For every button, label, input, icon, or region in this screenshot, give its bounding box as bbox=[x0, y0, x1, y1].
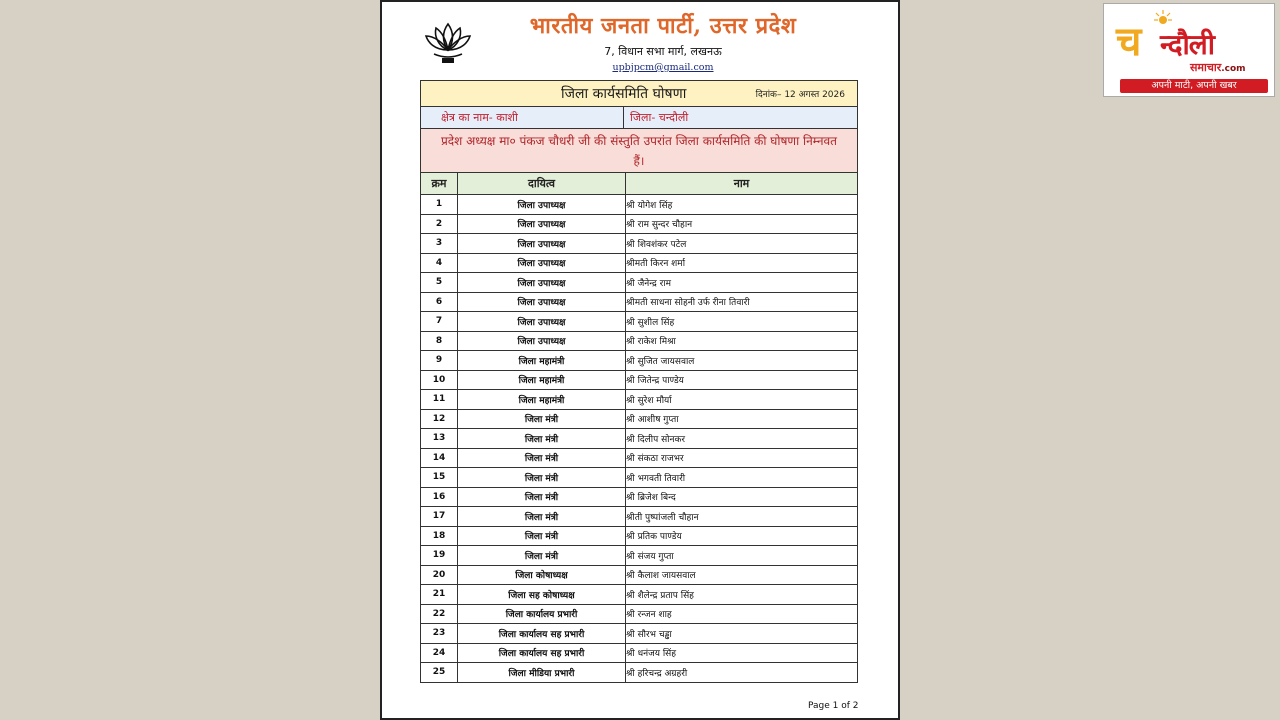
announcement-header bbox=[421, 81, 857, 107]
row-role: जिला उपाध्यक्ष bbox=[458, 214, 626, 234]
row-number: 24 bbox=[421, 643, 458, 663]
table-row bbox=[421, 643, 857, 663]
table-row bbox=[421, 390, 857, 410]
row-name: श्री रन्जन शाह bbox=[626, 604, 858, 624]
region-row bbox=[421, 107, 857, 129]
row-role: जिला मंत्री bbox=[458, 409, 626, 429]
col-header-role: दायित्व bbox=[458, 173, 626, 195]
row-name: श्री ब्रिजेश बिन्द bbox=[626, 487, 858, 507]
table-row bbox=[421, 214, 857, 234]
col-header-name: नाम bbox=[626, 173, 858, 195]
row-name: श्री शिवशंकर पटेल bbox=[626, 234, 858, 254]
row-number: 10 bbox=[421, 370, 458, 390]
row-role: जिला कोषाध्यक्ष bbox=[458, 565, 626, 585]
table-row bbox=[421, 273, 857, 293]
table-row bbox=[421, 507, 857, 527]
announcement-title: जिला कार्यसमिति घोषणा bbox=[561, 86, 687, 102]
row-name: श्री संजय गुप्ता bbox=[626, 546, 858, 566]
row-name: श्री सुजित जायसवाल bbox=[626, 351, 858, 371]
row-number: 4 bbox=[421, 253, 458, 273]
row-role: जिला मंत्री bbox=[458, 429, 626, 449]
row-role: जिला मंत्री bbox=[458, 448, 626, 468]
table-row bbox=[421, 429, 857, 449]
table-row bbox=[421, 565, 857, 585]
district-name: जिला- चन्दौली bbox=[630, 111, 689, 124]
brand-logo bbox=[1103, 3, 1275, 97]
table-row bbox=[421, 195, 857, 215]
row-number: 2 bbox=[421, 214, 458, 234]
row-role: जिला मंत्री bbox=[458, 487, 626, 507]
row-role: जिला महामंत्री bbox=[458, 390, 626, 410]
row-name: श्री कैलाश जायसवाल bbox=[626, 565, 858, 585]
table-row bbox=[421, 312, 857, 332]
table-row bbox=[421, 448, 857, 468]
members-grid bbox=[421, 173, 857, 682]
row-role: जिला मंत्री bbox=[458, 546, 626, 566]
table-row bbox=[421, 585, 857, 605]
committee-table bbox=[420, 80, 858, 683]
row-name: श्री संकठा राजभर bbox=[626, 448, 858, 468]
brand-dotcom: .com bbox=[1221, 64, 1246, 74]
announcement-note: प्रदेश अध्यक्ष मा० पंकज चौधरी जी की संस्तुति उपरांत जिला कार्यसमिति की घोषणा निम्नवत हैं। bbox=[421, 129, 857, 173]
row-number: 15 bbox=[421, 468, 458, 488]
row-number: 22 bbox=[421, 604, 458, 624]
row-role: जिला उपाध्यक्ष bbox=[458, 234, 626, 254]
row-name: श्री सुरेश मौर्या bbox=[626, 390, 858, 410]
row-name: श्री योगेश सिंह bbox=[626, 195, 858, 215]
row-name: श्रीमती किरन शर्मा bbox=[626, 253, 858, 273]
row-role: जिला मीडिया प्रभारी bbox=[458, 663, 626, 682]
brand-name: न्दौली bbox=[1160, 28, 1215, 61]
table-row bbox=[421, 253, 857, 273]
brand-sub bbox=[1190, 62, 1246, 75]
document-page bbox=[380, 0, 900, 720]
row-number: 6 bbox=[421, 292, 458, 312]
table-row bbox=[421, 468, 857, 488]
announcement-date: दिनांक– 12 अगस्त 2026 bbox=[755, 90, 845, 100]
row-role: जिला कार्यालय प्रभारी bbox=[458, 604, 626, 624]
row-name: श्री राम सुन्दर चौहान bbox=[626, 214, 858, 234]
page-number: Page 1 of 2 bbox=[808, 701, 859, 711]
table-row bbox=[421, 370, 857, 390]
sun-icon bbox=[1154, 10, 1172, 24]
row-role: जिला उपाध्यक्ष bbox=[458, 253, 626, 273]
row-name: श्री दिलीप सोनकर bbox=[626, 429, 858, 449]
table-row bbox=[421, 546, 857, 566]
row-number: 20 bbox=[421, 565, 458, 585]
table-row bbox=[421, 624, 857, 644]
table-row bbox=[421, 292, 857, 312]
row-number: 17 bbox=[421, 507, 458, 527]
brand-sub-text: समाचार bbox=[1190, 61, 1222, 74]
row-number: 8 bbox=[421, 331, 458, 351]
row-role: जिला उपाध्यक्ष bbox=[458, 292, 626, 312]
row-number: 14 bbox=[421, 448, 458, 468]
row-number: 1 bbox=[421, 195, 458, 215]
row-number: 21 bbox=[421, 585, 458, 605]
row-name: श्री शैलेन्द्र प्रताप सिंह bbox=[626, 585, 858, 605]
row-role: जिला मंत्री bbox=[458, 468, 626, 488]
row-number: 7 bbox=[421, 312, 458, 332]
row-name: श्री जैनेन्द्र राम bbox=[626, 273, 858, 293]
row-name: श्रीमती साधना सोहनी उर्फ रीना तिवारी bbox=[626, 292, 858, 312]
row-number: 3 bbox=[421, 234, 458, 254]
row-name: श्री प्रतिक पाण्डेय bbox=[626, 526, 858, 546]
row-number: 13 bbox=[421, 429, 458, 449]
row-name: श्रीती पुष्पांजली चौहान bbox=[626, 507, 858, 527]
region-name: क्षेत्र का नाम- काशी bbox=[421, 107, 624, 128]
row-name: श्री सौरभ चड्ढा bbox=[626, 624, 858, 644]
row-number: 25 bbox=[421, 663, 458, 682]
address: 7, विधान सभा मार्ग, लखनऊ bbox=[604, 45, 722, 58]
col-header-number: क्रम bbox=[421, 173, 458, 195]
brand-first-letter: च bbox=[1116, 19, 1142, 65]
table-header-row bbox=[421, 173, 857, 195]
row-number: 23 bbox=[421, 624, 458, 644]
row-number: 16 bbox=[421, 487, 458, 507]
row-role: जिला सह कोषाध्यक्ष bbox=[458, 585, 626, 605]
table-row bbox=[421, 604, 857, 624]
row-number: 11 bbox=[421, 390, 458, 410]
table-row bbox=[421, 409, 857, 429]
table-row bbox=[421, 663, 857, 682]
row-number: 18 bbox=[421, 526, 458, 546]
row-role: जिला मंत्री bbox=[458, 526, 626, 546]
row-number: 9 bbox=[421, 351, 458, 371]
row-name: श्री हरिचन्द्र अग्रहरी bbox=[626, 663, 858, 682]
row-number: 12 bbox=[421, 409, 458, 429]
row-number: 19 bbox=[421, 546, 458, 566]
brand-tagline: अपनी माटी, अपनी खबर bbox=[1120, 79, 1268, 93]
table-row bbox=[421, 234, 857, 254]
row-name: श्री सुशील सिंह bbox=[626, 312, 858, 332]
row-role: जिला महामंत्री bbox=[458, 351, 626, 371]
email-link[interactable]: upbjpcm@gmail.com bbox=[612, 62, 714, 73]
row-name: श्री जितेन्द्र पाण्डेय bbox=[626, 370, 858, 390]
table-row bbox=[421, 526, 857, 546]
row-number: 5 bbox=[421, 273, 458, 293]
row-role: जिला उपाध्यक्ष bbox=[458, 273, 626, 293]
table-row bbox=[421, 351, 857, 371]
row-role: जिला उपाध्यक्ष bbox=[458, 195, 626, 215]
table-row bbox=[421, 487, 857, 507]
row-role: जिला कार्यालय सह प्रभारी bbox=[458, 624, 626, 644]
row-name: श्री धनंजय सिंह bbox=[626, 643, 858, 663]
row-role: जिला कार्यालय सह प्रभारी bbox=[458, 643, 626, 663]
party-title: भारतीय जनता पार्टी, उत्तर प्रदेश bbox=[529, 13, 797, 39]
row-role: जिला उपाध्यक्ष bbox=[458, 312, 626, 332]
row-name: श्री भगवती तिवारी bbox=[626, 468, 858, 488]
lotus-icon bbox=[422, 16, 474, 68]
row-name: श्री राकेश मिश्रा bbox=[626, 331, 858, 351]
row-role: जिला उपाध्यक्ष bbox=[458, 331, 626, 351]
row-role: जिला मंत्री bbox=[458, 507, 626, 527]
row-role: जिला महामंत्री bbox=[458, 370, 626, 390]
table-row bbox=[421, 331, 857, 351]
row-name: श्री आशीष गुप्ता bbox=[626, 409, 858, 429]
